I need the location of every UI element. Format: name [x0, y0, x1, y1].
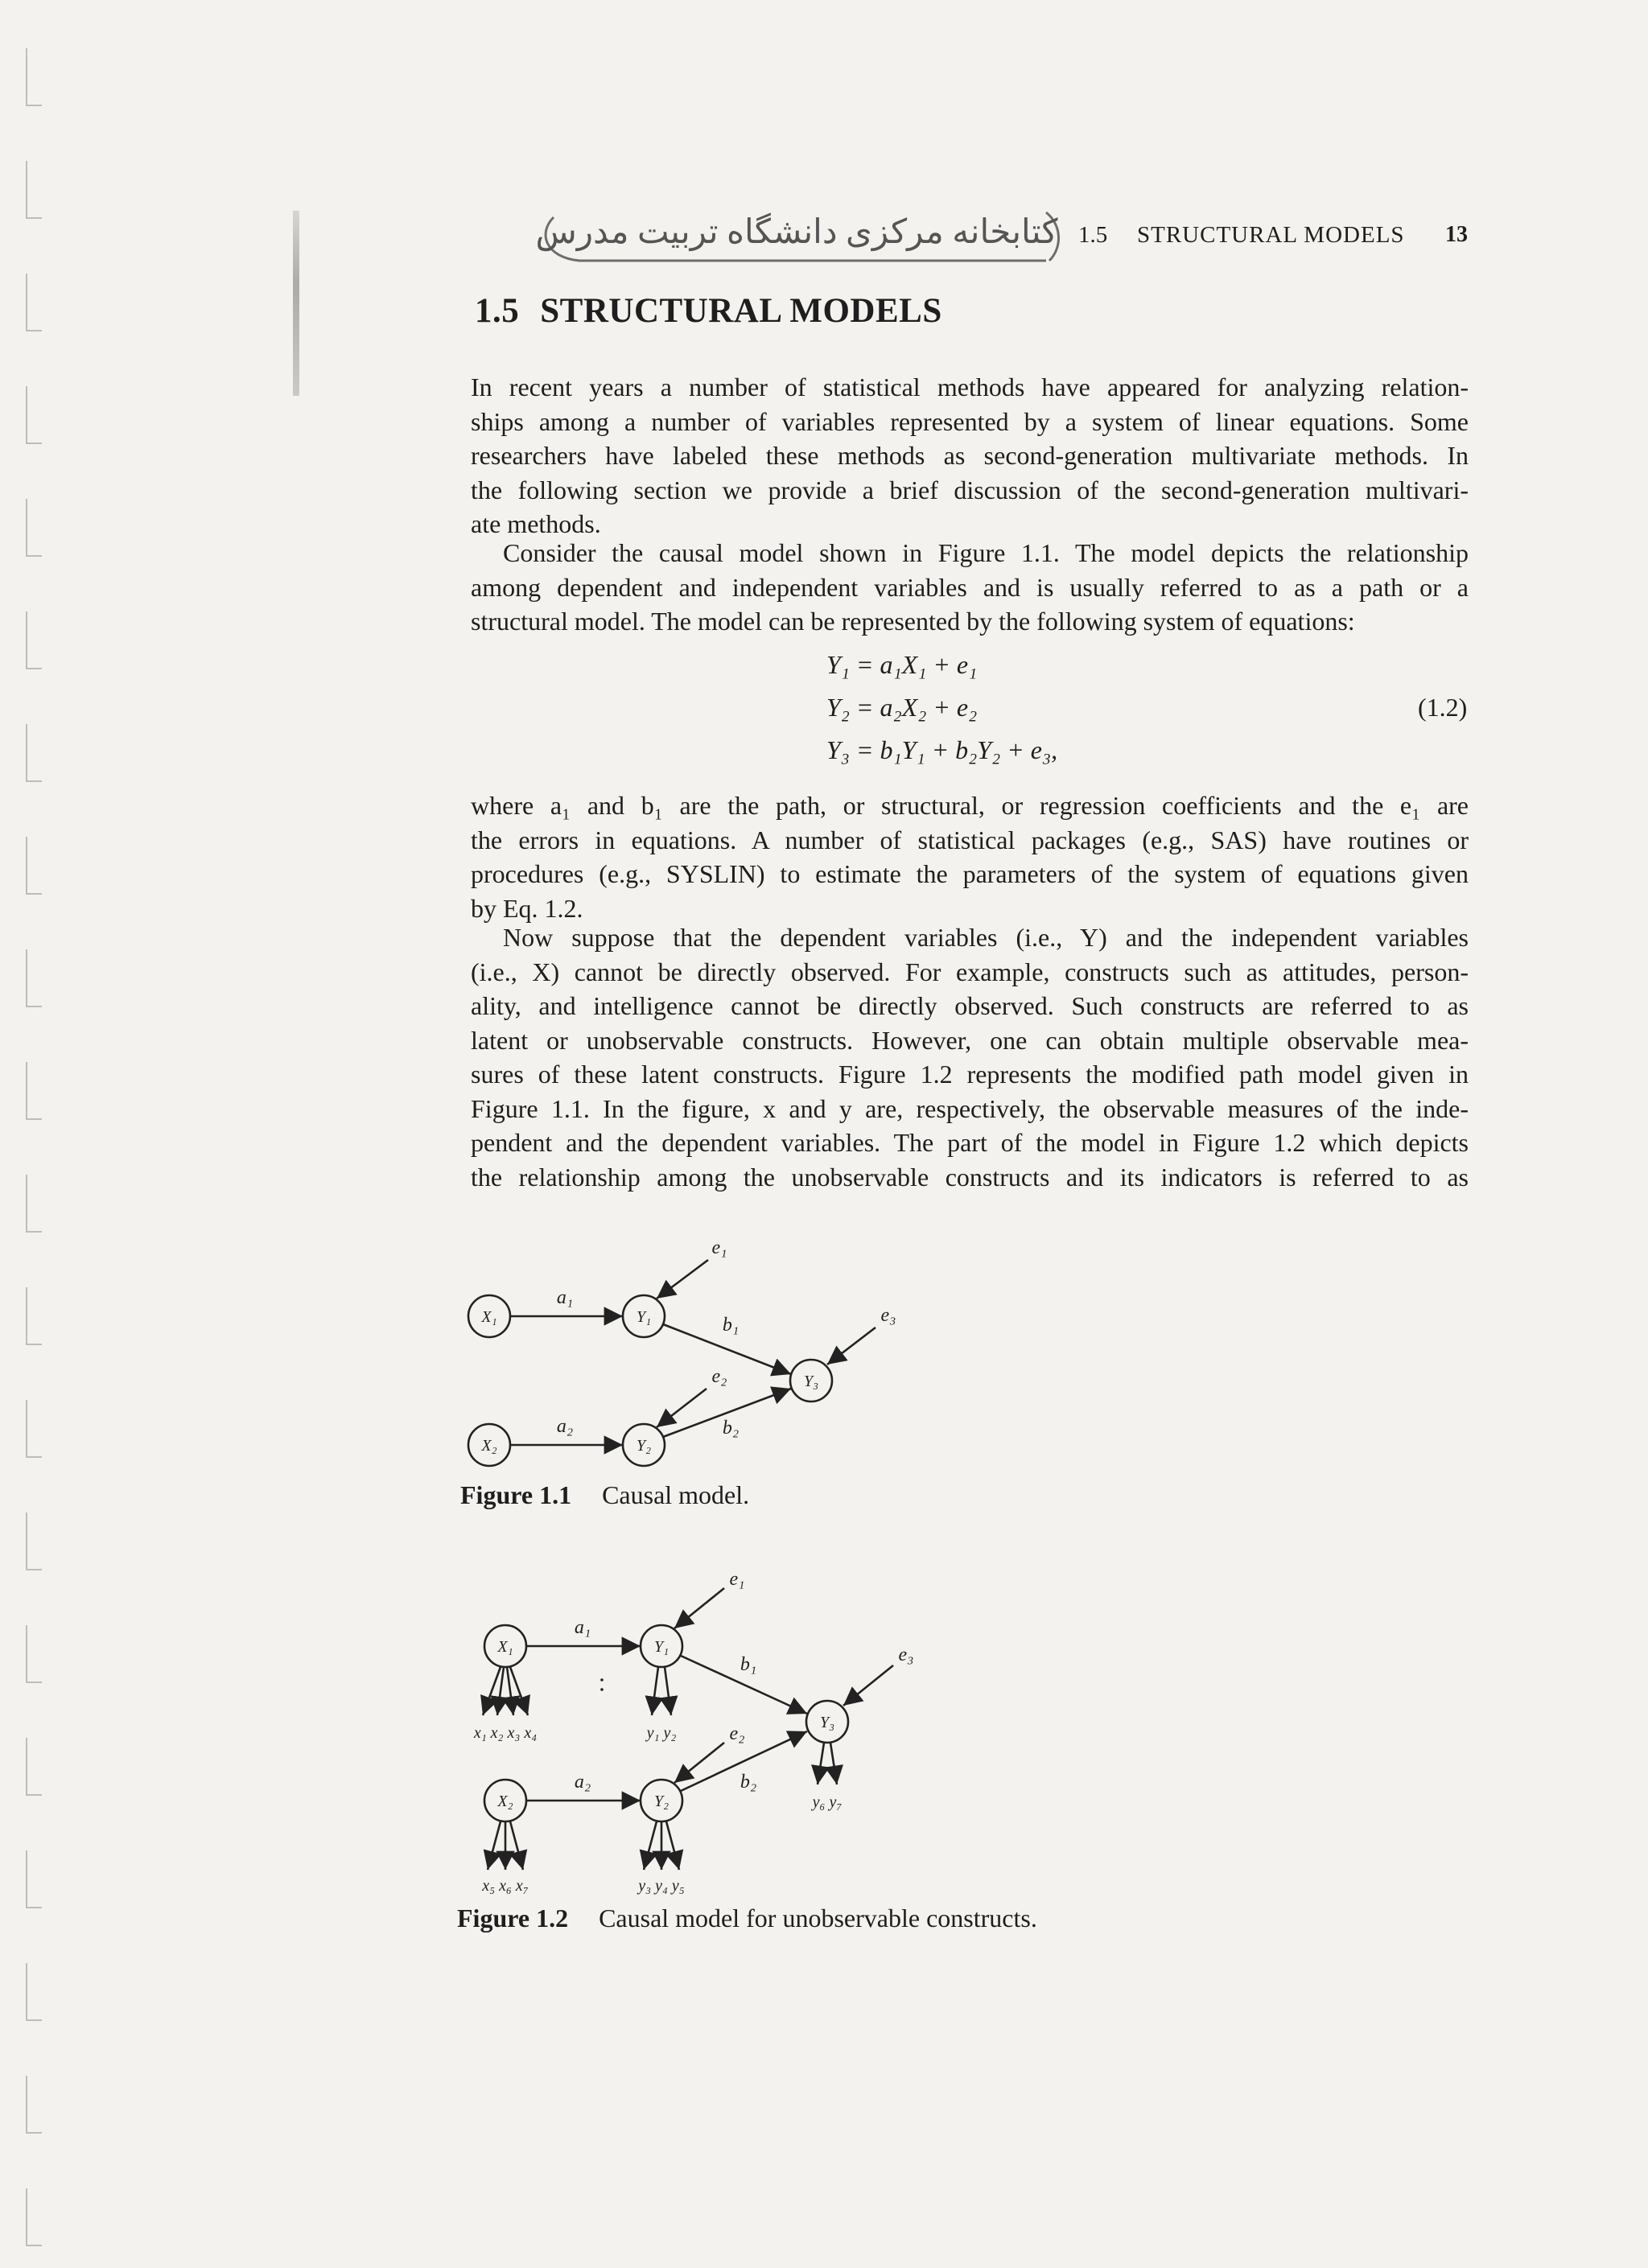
- node-label-y1: Y₁: [636, 1308, 652, 1326]
- binding-mark: [26, 48, 42, 106]
- text-line: structural model. The model can be represented by the following system of equations:: [471, 607, 1355, 636]
- section-number: 1.5: [475, 292, 520, 330]
- stamp-text: کتابخانه مرکزی دانشگاه تربیت مدرس: [535, 214, 1058, 251]
- text-line: Figure 1.1. In the figure, x and y are, respectively, the observable measures of the inde-: [471, 1093, 1469, 1123]
- binding-edge: [0, 0, 56, 2268]
- error-label-e1: e₁: [711, 1237, 727, 1258]
- binding-mark: [26, 1963, 42, 2021]
- text-line: by Eq. 1.2.: [471, 893, 583, 923]
- text-line: procedures (e.g., SYSLIN) to estimate the parameters of the system of equations given: [471, 859, 1469, 888]
- indicator-labels-x2: x₅ x₆ x₇: [482, 1877, 529, 1895]
- indicator-arrow: [488, 1821, 501, 1870]
- text-line: pendent and the dependent variables. The part of the model in Figure 1.2 which depicts: [471, 1128, 1469, 1157]
- error-arrow-e3: [843, 1665, 893, 1706]
- indicator-labels-y2: y₃ y₄ y₅: [638, 1877, 685, 1895]
- text-line: ate methods.: [471, 509, 601, 538]
- binding-mark: [26, 1513, 42, 1570]
- binding-mark: [26, 2188, 42, 2246]
- binding-mark: [26, 274, 42, 331]
- node-label-y3: Y₃: [819, 1714, 835, 1731]
- paragraph-3: [471, 788, 1469, 925]
- node-label-x2: X₂: [497, 1793, 513, 1810]
- node-label-y1: Y₁: [653, 1638, 670, 1656]
- indicator-labels-y3: y₆ y₇: [812, 1793, 843, 1811]
- paragraph-4: [471, 920, 1469, 1194]
- scan-gutter-shadow: [293, 211, 299, 396]
- library-stamp: [531, 201, 1078, 274]
- path-label-a1: a₁: [574, 1617, 591, 1638]
- error-label-e1: e₁: [729, 1569, 745, 1590]
- node-label-x1: X₁: [497, 1638, 513, 1656]
- binding-mark: [26, 2076, 42, 2134]
- figure-1-2-diagram: [451, 1561, 933, 1899]
- path-label-b2: b₂: [722, 1418, 740, 1439]
- text-line: the errors in equations. A number of statistical packages (e.g., SAS) have routines or: [471, 825, 1469, 854]
- text-line: the following section we provide a brief discussion of the second-generation multivari-: [471, 475, 1469, 504]
- error-label-e2: e₂: [729, 1723, 745, 1744]
- path-label-a1: a₁: [556, 1287, 574, 1308]
- text-line: (i.e., X) cannot be directly observed. For example, constructs such as attitudes, person-: [471, 957, 1469, 986]
- indicator-arrow: [652, 1667, 658, 1715]
- binding-mark: [26, 724, 42, 782]
- text-line: latent or unobservable constructs. However, one can obtain multiple observable mea-: [471, 1025, 1469, 1055]
- indicator-arrow: [644, 1821, 657, 1870]
- indicator-arrow: [830, 1743, 837, 1784]
- binding-mark: [26, 499, 42, 557]
- error-label-e2: e₂: [711, 1366, 727, 1387]
- figure-1-1-diagram: [451, 1231, 901, 1480]
- error-arrow-e1: [674, 1588, 724, 1628]
- indicator-labels-y1: y₁ y₂: [646, 1724, 677, 1742]
- binding-mark: [26, 1625, 42, 1683]
- section-title: STRUCTURAL MODELS: [540, 292, 942, 330]
- figure-label: Figure 1.1: [460, 1480, 572, 1509]
- error-arrow-e3: [827, 1327, 876, 1365]
- caption-text: Causal model.: [602, 1480, 750, 1509]
- path-label-a2: a₂: [556, 1416, 574, 1437]
- text-line: Consider the causal model shown in Figure 1.1. The model depicts the relationship: [503, 538, 1469, 567]
- path-label-a2: a₂: [574, 1772, 591, 1793]
- figure-1-2-caption: [457, 1904, 1037, 1933]
- node-label-y2: Y₂: [636, 1437, 652, 1455]
- binding-mark: [26, 1287, 42, 1345]
- equation-line: Y₁ = a₁X₁ + e₁: [826, 650, 978, 679]
- node-label-x2: X₂: [481, 1437, 497, 1455]
- equation-number: (1.2): [1418, 693, 1468, 722]
- node-label-y3: Y₃: [803, 1373, 819, 1390]
- binding-mark: [26, 611, 42, 669]
- binding-mark: [26, 161, 42, 219]
- paragraph-1: [471, 370, 1469, 541]
- node-label-x1: X₁: [481, 1308, 497, 1326]
- indicator-arrow: [510, 1821, 523, 1870]
- error-arrow-e1: [657, 1260, 708, 1299]
- equation-line: Y₂ = a₂X₂ + e₂: [826, 693, 978, 722]
- indicator-arrow: [818, 1743, 824, 1784]
- error-arrow-e2: [657, 1389, 707, 1427]
- path-label-b1: b₁: [740, 1654, 757, 1675]
- figure-1-1-caption: [460, 1480, 749, 1510]
- indicator-arrow: [666, 1821, 679, 1870]
- binding-mark: [26, 949, 42, 1007]
- text-line: Now suppose that the dependent variables (i.e., Y) and the independent variables: [503, 923, 1469, 952]
- caption-text: Causal model for unobservable constructs.: [599, 1904, 1037, 1933]
- text-line: where a₁ and b₁ are the path, or structural, or regression coefficients and the e₁ are: [471, 791, 1469, 820]
- text-line: In recent years a number of statistical methods have appeared for analyzing relation-: [471, 373, 1469, 401]
- text-line: sures of these latent constructs. Figure 1.2 represents the modified path model given in: [471, 1060, 1469, 1089]
- binding-mark: [26, 1850, 42, 1908]
- binding-mark: [26, 1400, 42, 1458]
- path-label-b1: b₁: [722, 1315, 740, 1336]
- binding-mark: [26, 386, 42, 444]
- section-heading: [475, 291, 963, 331]
- text-line: ality, and intelligence cannot be directly observed. Such constructs are referred to as: [471, 991, 1469, 1020]
- binding-mark: [26, 1175, 42, 1233]
- text-line: researchers have labeled these methods as second-generation multivariate methods. In: [471, 441, 1469, 470]
- text-line: the relationship among the unobservable constructs and its indicators is referred to as: [471, 1162, 1469, 1192]
- error-arrow-e2: [674, 1743, 724, 1783]
- binding-mark: [26, 1738, 42, 1796]
- text-line: among dependent and independent variables and is usually referred to as a path or a: [471, 572, 1469, 602]
- text-line: ships among a number of variables represented by a system of linear equations. Some: [471, 406, 1469, 436]
- node-label-y2: Y₂: [653, 1793, 670, 1810]
- indicator-arrow: [665, 1667, 671, 1715]
- error-label-e3: e₃: [880, 1305, 896, 1326]
- running-head-title: STRUCTURAL MODELS: [1137, 222, 1405, 248]
- running-head-section: 1.5: [1078, 222, 1108, 248]
- indicator-labels-x1: x₁ x₂ x₃ x₄: [473, 1724, 538, 1742]
- path-label-b2: b₂: [740, 1772, 757, 1793]
- binding-mark: [26, 1062, 42, 1120]
- binding-mark: [26, 837, 42, 895]
- paragraph-2: [471, 536, 1469, 639]
- error-label-e3: e₃: [898, 1644, 914, 1665]
- figure-label: Figure 1.2: [457, 1904, 569, 1933]
- equation-line: Y₃ = b₁Y₁ + b₂Y₂ + e₃,: [826, 735, 1058, 764]
- page-number: 13: [1445, 222, 1468, 247]
